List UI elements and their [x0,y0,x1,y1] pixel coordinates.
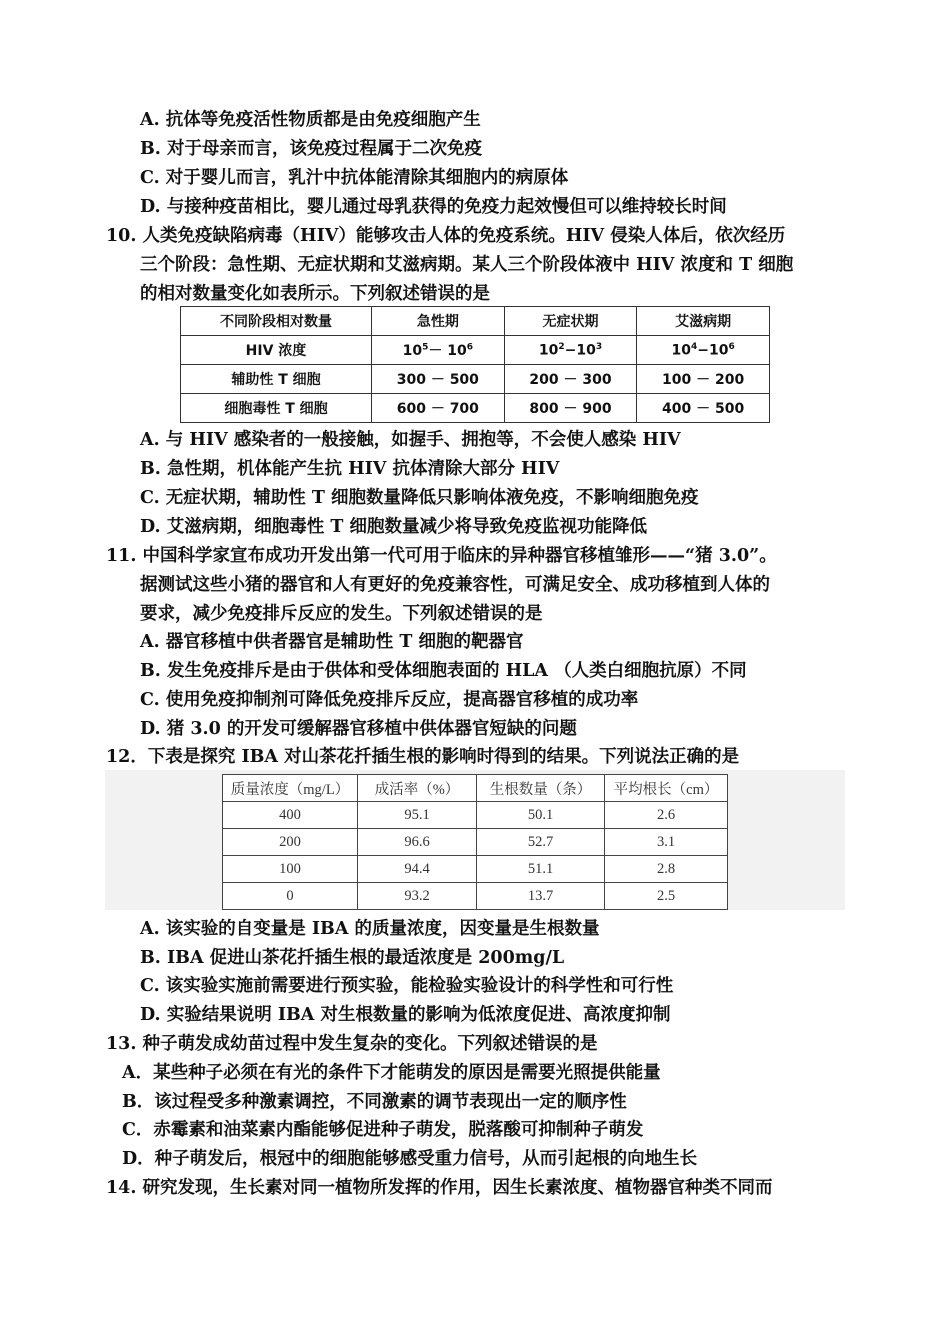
table-cell: 51.1 [477,856,605,883]
table-cell: 辅助性 T 细胞 [181,365,372,394]
q9-option-d: D. 与接种疫苗相比，婴儿通过母乳获得的免疫力起效慢但可以维持较长时间 [140,197,727,217]
table-cell: 50.1 [477,802,605,829]
q11-stem-line3: 要求，减少免疫排斥反应的发生。下列叙述错误的是 [140,604,543,624]
table-row [181,365,770,394]
q13-option-c: C．赤霉素和油菜素内酯能够促进种子萌发，脱落酸可抑制种子萌发 [122,1120,644,1140]
table-cell: 100 [223,856,358,883]
table-header-row [181,307,770,336]
table-cell: 0 [223,883,358,910]
q10-option-d: D. 艾滋病期，细胞毒性 T 细胞数量减少将导致免疫监视功能降低 [140,517,647,537]
q11-stem-line2: 据测试这些小猪的器官和人有更好的免疫兼容性，可满足安全、成功移植到人体的 [140,575,770,595]
q10-option-b: B. 急性期，机体能产生抗 HIV 抗体清除大部分 HIV [140,459,560,479]
table-header-cell: 成活率（%） [358,775,477,802]
table-cell: 800 － 900 [504,394,637,423]
table-cell: 3.1 [605,829,728,856]
q12-option-d: D. 实验结果说明 IBA 对生根数量的影响为低浓度促进、高浓度抑制 [140,1005,671,1025]
q11-option-b: B. 发生免疫排斥是由于供体和受体细胞表面的 HLA （人类白细胞抗原）不同 [140,661,747,681]
table-header-cell: 质量浓度（mg/L） [223,775,358,802]
table-header-cell: 艾滋病期 [637,307,770,336]
hiv-table [180,306,770,423]
q13-option-a: A．某些种子必须在有光的条件下才能萌发的原因是需要光照提供能量 [122,1063,661,1083]
table-row [223,856,728,883]
table-cell: 2.8 [605,856,728,883]
table-row [223,829,728,856]
q10-stem-line3: 的相对数量变化如表所示。下列叙述错误的是 [140,284,490,304]
table-header-row [223,775,728,802]
table-cell: 100 － 200 [637,365,770,394]
q12-option-b: B. IBA 促进山茶花扦插生根的最适浓度是 200mg/L [140,948,565,968]
table-cell: 93.2 [358,883,477,910]
table-row [181,336,770,365]
table-header-cell: 平均根长（cm） [605,775,728,802]
q11-option-d: D. 猪 3.0 的开发可缓解器官移植中供体器官短缺的问题 [140,719,577,739]
table-header-cell: 生根数量（条） [477,775,605,802]
table-header-cell: 急性期 [372,307,505,336]
q10-stem-line1: 10. 人类免疫缺陷病毒（HIV）能够攻击人体的免疫系统。HIV 侵染人体后，依次经历 [106,226,786,246]
table-cell: 细胞毒性 T 细胞 [181,394,372,423]
table-cell: 300 － 500 [372,365,505,394]
table-cell: 95.1 [358,802,477,829]
q13-stem: 13. 种子萌发成幼苗过程中发生复杂的变化。下列叙述错误的是 [106,1034,598,1054]
q9-option-b: B. 对于母亲而言，该免疫过程属于二次免疫 [140,139,482,159]
table-row [181,394,770,423]
table-row [223,883,728,910]
table-row [223,802,728,829]
q13-option-b: B．该过程受多种激素调控，不同激素的调节表现出一定的顺序性 [122,1092,627,1112]
q9-option-a: A. 抗体等免疫活性物质都是由免疫细胞产生 [140,110,481,130]
q11-option-a: A. 器官移植中供者器官是辅助性 T 细胞的靶器官 [140,632,524,652]
table-header-cell: 不同阶段相对数量 [181,307,372,336]
table-cell: 600 － 700 [372,394,505,423]
table-cell: 94.4 [358,856,477,883]
q10-stem-line2: 三个阶段：急性期、无症状期和艾滋病期。某人三个阶段体液中 HIV 浓度和 T 细胞 [140,255,794,275]
iba-table [222,774,728,910]
q9-option-c: C. 对于婴儿而言，乳汁中抗体能清除其细胞内的病原体 [140,168,569,188]
q11-option-c: C. 使用免疫抑制剂可降低免疫排斥反应，提高器官移植的成功率 [140,690,639,710]
q10-option-c: C. 无症状期，辅助性 T 细胞数量降低只影响体液免疫，不影响细胞免疫 [140,488,699,508]
table-cell: $10^2-10^3$ [504,336,637,365]
table-cell: 400 － 500 [637,394,770,423]
q14-stem: 14. 研究发现，生长素对同一植物所发挥的作用，因生长素浓度、植物器官种类不同而 [106,1178,773,1198]
table-cell: $10^4-10^6$ [637,336,770,365]
table-cell: $10^5- 10^6$ [372,336,505,365]
table-cell: 2.5 [605,883,728,910]
table-header-cell: 无症状期 [504,307,637,336]
table-cell: 2.6 [605,802,728,829]
q12-option-a: A. 该实验的自变量是 IBA 的质量浓度，因变量是生根数量 [140,919,600,939]
table-cell: 200 － 300 [504,365,637,394]
table-cell: 96.6 [358,829,477,856]
q10-option-a: A. 与 HIV 感染者的一般接触，如握手、拥抱等，不会使人感染 HIV [140,430,681,450]
table-cell: 13.7 [477,883,605,910]
q13-option-d: D．种子萌发后，根冠中的细胞能够感受重力信号，从而引起根的向地生长 [122,1149,698,1169]
q11-stem-line1: 11. 中国科学家宣布成功开发出第一代可用于临床的异种器官移植雏形——“猪 3.0”。 [106,546,777,566]
table-cell: 400 [223,802,358,829]
table-cell: HIV 浓度 [181,336,372,365]
q12-stem: 12．下表是探究 IBA 对山茶花扦插生根的影响时得到的结果。下列说法正确的是 [106,747,740,767]
table-cell: 52.7 [477,829,605,856]
table-cell: 200 [223,829,358,856]
q12-option-c: C. 该实验实施前需要进行预实验，能检验实验设计的科学性和可行性 [140,976,674,996]
